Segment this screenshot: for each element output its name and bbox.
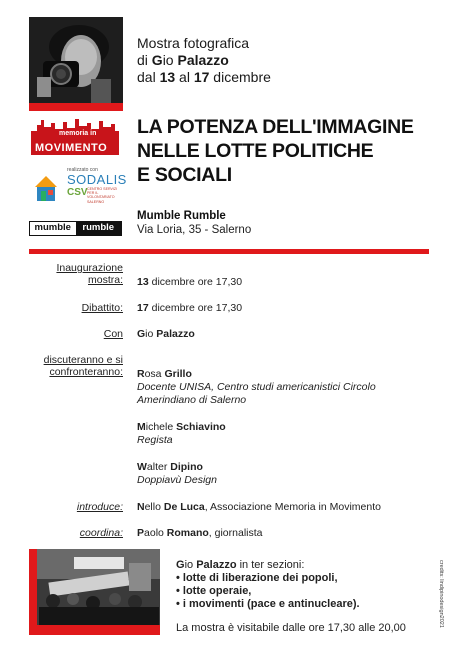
speaker-3-name: Walter Dipino [137,461,203,473]
discuteranno-label: discuteranno e si confronteranno: [43,354,123,378]
introduce-value: Nello De Luca, Associazione Memoria in Movimento [137,501,381,513]
con-label: Con [103,328,123,340]
sodalis-text: SODALIS [67,172,127,187]
csv-text: CSV [67,187,88,198]
exhibition-subtitle [137,35,271,86]
section-item-3: • i movimenti (pace e antinucleare). [176,598,360,610]
header-line-3: dal 13 al 17 dicembre [137,69,271,85]
speaker-2-role: Regista [137,434,173,446]
top-red-bar [29,103,123,111]
dibattito-value: 17 dicembre ore 17,30 [137,302,243,314]
memoria-in-movimento-logo [29,117,121,157]
memoria-bottom-text: MOVIMENTO [35,142,108,154]
sodalis-house-icon [31,173,61,203]
speaker-1-role-2: Amerindiano di Salerno [137,394,247,406]
opening-hours: La mostra è visitabile dalle ore 17,30 alle 20,00 [176,622,406,634]
introduce-label: introduce: [76,501,123,513]
con-value: Gio Palazzo [137,328,195,340]
design-credit: credits: lindipinodesign2021 [438,560,444,628]
venue-address: Via Loria, 35 - Salerno [137,224,252,236]
rumble-text: rumble [76,222,122,235]
protest-photo-graphic [29,549,160,635]
csv-sub-text: CENTRO SERVIZI PER IL VOLONTARIATO SALERNO [87,187,118,204]
speaker-1-role-1: Docente UNISA, Centro studi americanistici Circolo [137,381,376,393]
mumble-text: mumble [30,222,76,235]
dibattito-label: Dibattito: [81,302,123,314]
coordina-value: Paolo Romano, giornalista [137,527,263,539]
title-line-3: E SOCIALI [137,164,232,186]
middle-red-bar [29,249,429,254]
section-item-1: • lotte di liberazione dei popoli, [176,572,338,584]
inaugurazione-value: 13 dicembre ore 17,30 [137,276,243,288]
coordina-label: coordina: [79,527,123,539]
speaker-3-role: Doppiavù Design [137,474,217,486]
title-line-2: NELLE LOTTE POLITICHE [137,140,374,162]
speaker-3 [137,461,217,487]
speaker-2-name: Michele Schiavino [137,421,226,433]
header-line-2: di Gio Palazzo [137,52,229,68]
header-line-1: Mostra fotografica [137,35,250,51]
section-item-2: • lotte operaie, [176,585,252,597]
inaugurazione-label: Inaugurazione mostra: [56,262,123,286]
sodalis-csv-logo [29,167,127,205]
memoria-top-text: memoria in [59,130,97,137]
sodalis-small-text: realizzato con [67,167,98,173]
sections-block [176,559,360,611]
speaker-2 [137,421,226,447]
protest-photo [29,549,160,635]
speaker-1-name: Rosa Grillo [137,368,192,380]
venue-name: Mumble Rumble [137,210,226,222]
sections-intro: Gio Palazzo in ter sezioni: [176,559,305,571]
mumble-rumble-logo [29,221,122,236]
portrait-graphic [29,17,123,103]
title-line-1: LA POTENZA DELL'IMMAGINE [137,116,414,138]
photographer-portrait [29,17,123,103]
main-title [137,115,414,187]
speaker-1 [137,368,376,407]
